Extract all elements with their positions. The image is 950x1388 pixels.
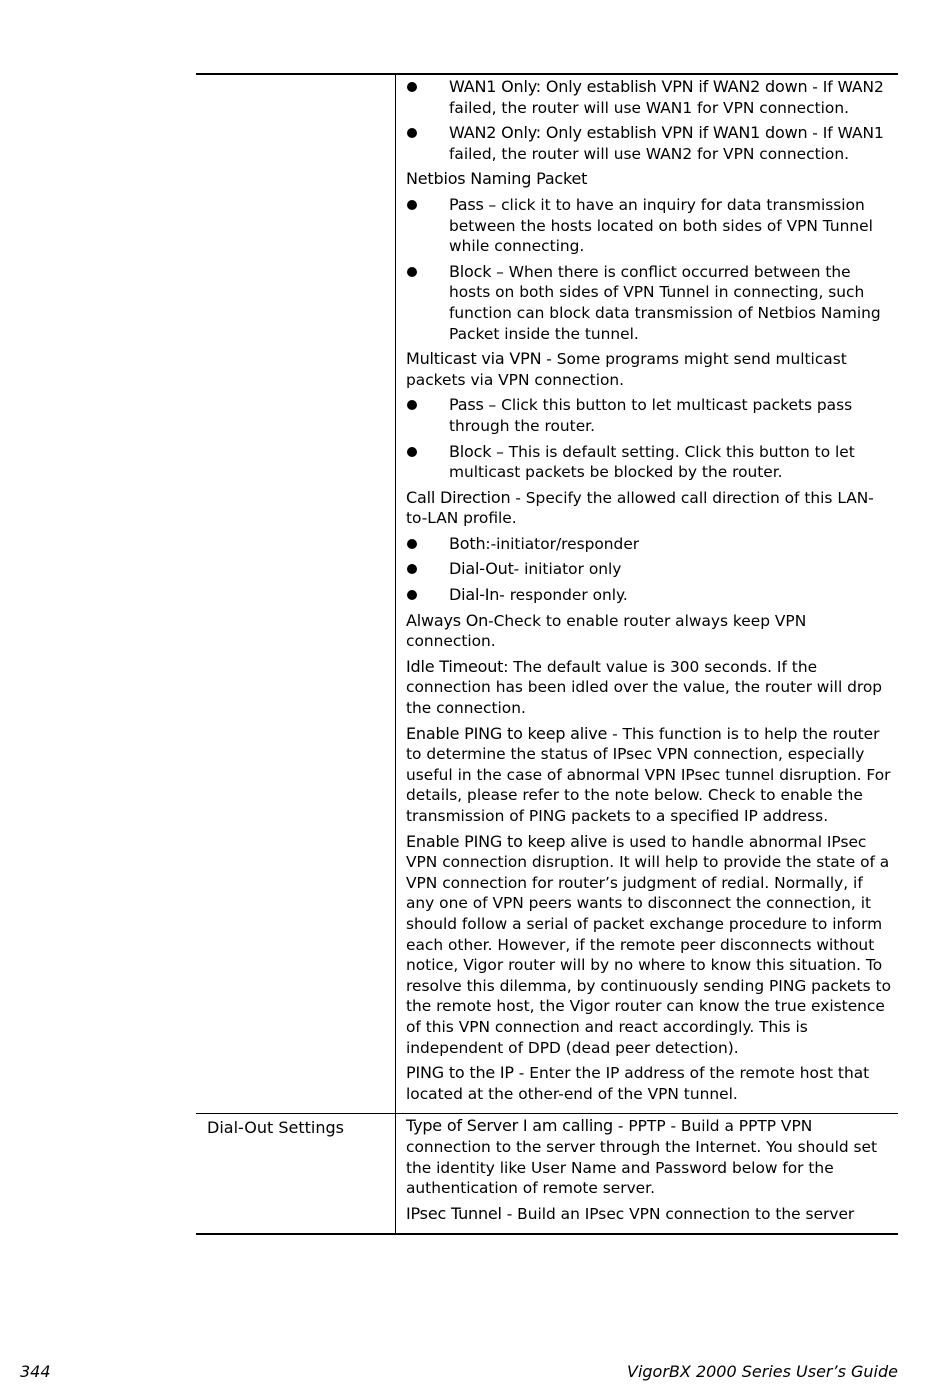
bullet-item	[406, 585, 892, 606]
item-text: - Some programs might send multicast packets via VPN connection.	[406, 350, 847, 389]
item-term: Enable PING to keep alive	[406, 723, 608, 743]
item-term: Type of Server I am calling	[406, 1116, 614, 1136]
bullet-dot-icon	[407, 128, 417, 138]
item-term: Both	[449, 533, 486, 553]
item-term: Multicast via VPN	[406, 349, 542, 369]
bullet-dot-icon	[407, 447, 417, 457]
row-description	[396, 1114, 898, 1233]
item-text: - Specify the allowed call direction of this LAN-to-LAN profile.	[406, 488, 874, 528]
item-term: WAN2 Only: Only establish VPN if WAN1 down	[449, 123, 808, 143]
bullet-item	[406, 195, 892, 257]
item-term: Block	[449, 261, 492, 281]
item-text: - responder only.	[499, 586, 628, 605]
bullet-dot-icon	[407, 400, 417, 410]
paragraph	[406, 611, 892, 652]
bullet-dot-icon	[407, 267, 417, 277]
item-term: PING to the IP	[406, 1063, 514, 1083]
item-text: - This function is to help the router to determine the status of IPsec VPN connection, especially useful in the case of abnormal VPN IPsec tunnel disruption. For details, please refer to the note below. Check to enable the transmission of PING packets to a specified IP address.	[406, 724, 891, 825]
item-text: - If WAN2 failed, the router will use WAN1 for VPN connection.	[449, 78, 884, 117]
item-text: - If WAN1 failed, the router will use WAN2 for VPN connection.	[449, 124, 884, 163]
item-term: Dial-In	[449, 585, 500, 605]
paragraph	[406, 657, 892, 719]
row-label-dial-out-settings: Dial-Out Settings	[196, 1114, 396, 1233]
item-text: - Enter the IP address of the remote host that located at the other-end of the VPN tunnel.	[406, 1064, 870, 1103]
item-term: Enable PING to keep alive	[406, 831, 608, 851]
item-text: is used to handle abnormal IPsec VPN connection disruption. It will help to provide the state of a VPN connection for router’s judgment of redial. Normally, if any one of VPN peers wants to disconnect the connection, it should follow a serial of packet exchange procedure to inform each other. However, if the remote peer disconnects without notice, Vigor router will by no where to know this situation. To resolve this dilemma, by continuously sending PING packets to the remote host, the Vigor router can know the true existence of this VPN connection and react accordingly. This is independent of DPD (dead peer detection).	[406, 832, 892, 1057]
bullet-item	[406, 395, 892, 436]
item-term: Pass	[449, 194, 484, 214]
paragraph	[406, 724, 892, 827]
item-term: Pass	[449, 395, 484, 415]
item-text: : The default value is 300 seconds. If the connection has been idled over the value, the router will drop the connection.	[406, 657, 883, 718]
bullet-item	[406, 559, 892, 580]
item-term: Dial-Out	[449, 559, 514, 579]
row-label	[196, 75, 396, 1113]
bullet-dot-icon	[407, 539, 417, 549]
bullet-item	[406, 77, 892, 118]
item-term: Netbios Naming Packet	[406, 169, 588, 189]
item-text: - initiator only	[513, 560, 622, 579]
bullet-dot-icon	[407, 564, 417, 574]
row-description	[396, 75, 898, 1113]
item-text: – click it to have an inquiry for data transmission between the hosts located on both sides of VPN Tunnel while connecting.	[449, 195, 873, 256]
item-text: :-initiator/responder	[485, 534, 640, 553]
item-term: Block	[449, 441, 492, 461]
paragraph	[406, 169, 892, 190]
item-text: - PPTP - Build a PPTP VPN connection to the server through the Internet. You should set the identity like User Name and Password below for the authentication of remote server.	[406, 1117, 878, 1198]
bullet-item	[406, 262, 892, 344]
item-term: Call Direction	[406, 487, 511, 507]
table-row-dial-out-settings	[196, 1113, 898, 1233]
paragraph	[406, 1063, 892, 1104]
item-term: WAN1 Only: Only establish VPN if WAN2 down	[449, 77, 808, 96]
item-term: Idle Timeout	[406, 656, 504, 676]
bullet-dot-icon	[407, 590, 417, 600]
bullet-item	[406, 534, 892, 555]
item-text: - Build an IPsec VPN connection to the server	[501, 1204, 855, 1223]
item-term: Always On	[406, 610, 489, 630]
item-text: – This is default setting. Click this button to let multicast packets be blocked by the router.	[449, 442, 855, 482]
paragraph	[406, 1116, 892, 1198]
paragraph	[406, 832, 892, 1059]
paragraph	[406, 349, 892, 390]
item-text: – When there is conflict occurred between the hosts on both sides of VPN Tunnel in connecting, such function can block data transmission of Netbios Naming Packet inside the tunnel.	[449, 262, 881, 343]
bullet-dot-icon	[407, 200, 417, 210]
bullet-item	[406, 123, 892, 164]
item-text: -Check to enable router always keep VPN connection.	[406, 611, 807, 651]
item-term: IPsec Tunnel	[406, 1203, 502, 1223]
settings-table	[196, 73, 898, 1235]
item-text: – Click this button to let multicast packets pass through the router.	[449, 396, 853, 435]
page-number: 344	[20, 1362, 51, 1381]
table-row-vpn-options	[196, 75, 898, 1113]
paragraph	[406, 488, 892, 529]
bullet-dot-icon	[407, 82, 417, 92]
guide-title: VigorBX 2000 Series User’s Guide	[627, 1362, 898, 1381]
bullet-item	[406, 442, 892, 483]
paragraph	[406, 1204, 892, 1225]
